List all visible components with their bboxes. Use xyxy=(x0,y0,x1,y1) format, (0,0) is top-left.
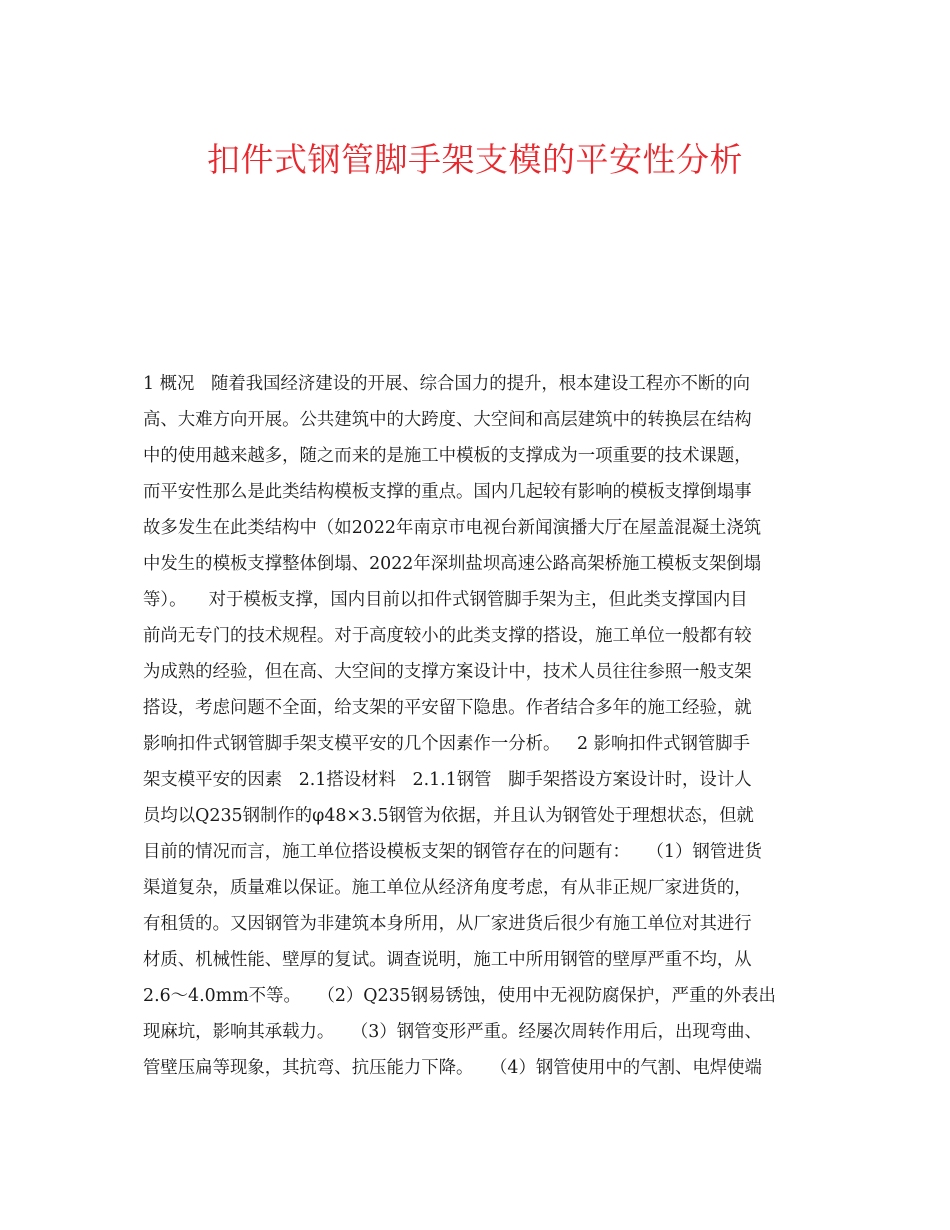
body-line: 管壁压扁等现象，其抗弯、抗压能力下降。 （4）钢管使用中的气割、电焊使端 xyxy=(143,1058,762,1078)
body-line: 故多发生在此类结构中（如2022年南京市电视台新闻演播大厅在屋盖混凝土浇筑 xyxy=(143,518,762,538)
body-line: 现麻坑，影响其承载力。 （3）钢管变形严重。经屡次周转作用后，出现弯曲、 xyxy=(143,1022,762,1042)
body-line: 搭设，考虑问题不全面，给支架的平安留下隐患。作者结合多年的施工经验，就 xyxy=(143,698,752,718)
body-line: 架支模平安的因素 2.1搭设材料 2.1.1钢管 脚手架搭设方案设计时，设计人 xyxy=(143,770,752,790)
body-line: 材质、机械性能、壁厚的复试。调查说明，施工中所用钢管的壁厚严重不均，从 xyxy=(143,950,752,970)
body-line: 为成熟的经验，但在高、大空间的支撑方案设计中，技术人员往往参照一般支架 xyxy=(143,662,752,682)
body-line: 等）。 对于模板支撑，国内目前以扣件式钢管脚手架为主，但此类支撑国内目 xyxy=(143,590,748,610)
body-line: 目前的情况而言，施工单位搭设模板支架的钢管存在的问题有： （1）钢管进货 xyxy=(143,842,762,862)
body-line: 1 概况 随着我国经济建设的开展、综合国力的提升，根本建设工程亦不断的向 xyxy=(143,374,751,394)
body-line: 渠道复杂，质量难以保证。施工单位从经济角度考虑，有从非正规厂家进货的， xyxy=(143,878,752,898)
body-line: 2.6～4.0mm不等。 （2）Q235钢易锈蚀，使用中无视防腐保护，严重的外表出 xyxy=(143,986,776,1006)
body-line: 员均以Q235钢制作的φ48×3.5钢管为依据，并且认为钢管处于理想状态，但就 xyxy=(143,806,754,826)
body-line: 高、大难方向开展。公共建筑中的大跨度、大空间和高层建筑中的转换层在结构 xyxy=(143,410,752,430)
body-line: 前尚无专门的技术规程。对于高度较小的此类支撑的搭设，施工单位一般都有较 xyxy=(143,626,752,646)
body-line: 有租赁的。又因钢管为非建筑本身所用，从厂家进货后很少有施工单位对其进行 xyxy=(143,914,752,934)
document-title: 扣件式钢管脚手架支模的平安性分析 xyxy=(207,140,743,179)
body-line: 中的使用越来越多，随之而来的是施工中模板的支撑成为一项重要的技术课题， xyxy=(143,446,752,466)
body-line: 而平安性那么是此类结构模板支撑的重点。国内几起较有影响的模板支撑倒塌事 xyxy=(143,482,752,502)
body-line: 影响扣件式钢管脚手架支模平安的几个因素作一分析。 2 影响扣件式钢管脚手 xyxy=(143,734,751,754)
body-text xyxy=(143,366,813,1086)
body-line: 中发生的模板支撑整体倒塌、2022年深圳盐坝高速公路高架桥施工模板支架倒塌 xyxy=(143,554,762,574)
